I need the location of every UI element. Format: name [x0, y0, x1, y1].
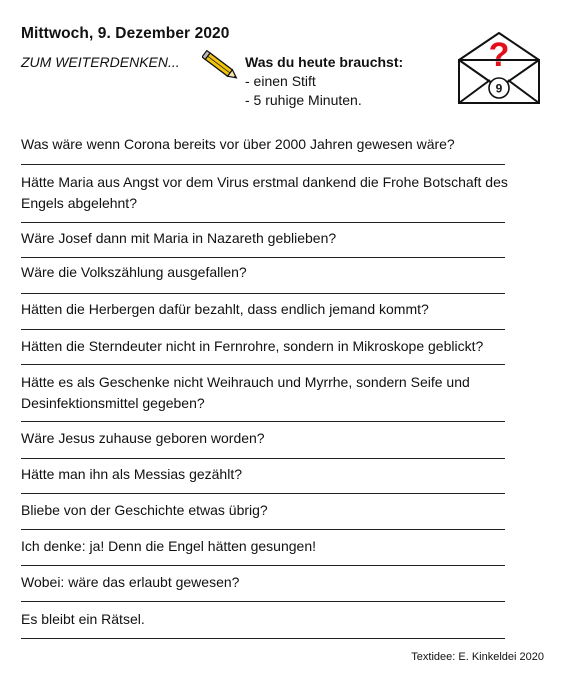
question-text: Hätte es als Geschenke nicht Weihrauch und Myrrhe, sondern Seife und Desinfektionsmittel gegeben? — [21, 374, 470, 411]
question-text: Hätte Maria aus Angst vor dem Virus erstmal dankend die Frohe Botschaft des Engels abgelehnt? — [21, 174, 508, 211]
answer-line — [21, 458, 505, 459]
materials-box — [245, 53, 403, 110]
answer-line — [21, 638, 505, 639]
question-text: Hätte man ihn als Messias gezählt? — [21, 466, 242, 482]
page-subtitle: ZUM WEITERDENKEN... — [21, 54, 180, 70]
page-date: Mittwoch, 9. Dezember 2020 — [21, 25, 230, 42]
answer-line — [21, 293, 505, 294]
answer-line — [21, 493, 505, 494]
question-text: Es bleibt ein Rätsel. — [21, 611, 145, 627]
question-text: Wobei: wäre das erlaubt gewesen? — [21, 574, 240, 590]
answer-line — [21, 329, 505, 330]
answer-line — [21, 421, 505, 422]
question-text: Wäre Josef dann mit Maria in Nazareth geblieben? — [21, 230, 337, 246]
question-text: Hätten die Sterndeuter nicht in Fernrohre, sondern in Mikroskope geblickt? — [21, 338, 484, 354]
answer-line — [21, 529, 505, 530]
materials-item: - 5 ruhige Minuten. — [245, 92, 362, 108]
answer-line — [21, 364, 505, 365]
answer-line — [21, 565, 505, 566]
question-text: Wäre Jesus zuhause geboren worden? — [21, 430, 265, 446]
answer-line — [21, 164, 505, 165]
answer-line — [21, 257, 505, 258]
answer-line — [21, 601, 505, 602]
answer-line — [21, 222, 505, 223]
question-text: Ich denke: ja! Denn die Engel hätten gesungen! — [21, 538, 316, 554]
pencil-icon — [202, 50, 242, 84]
question-text: Hätten die Herbergen dafür bezahlt, dass endlich jemand kommt? — [21, 301, 429, 317]
question-text: Bliebe von der Geschichte etwas übrig? — [21, 502, 268, 518]
question-text: Wäre die Volkszählung ausgefallen? — [21, 264, 247, 280]
envelope-number: 9 — [495, 81, 503, 96]
text-credit: Textidee: E. Kinkeldei 2020 — [411, 651, 544, 663]
materials-item: - einen Stift — [245, 73, 316, 89]
materials-title: Was du heute brauchst: — [245, 54, 404, 70]
envelope-question-mark: ? — [488, 36, 510, 74]
question-text: Was wäre wenn Corona bereits vor über 2000 Jahren gewesen wäre? — [21, 136, 455, 152]
envelope-icon — [456, 28, 542, 106]
